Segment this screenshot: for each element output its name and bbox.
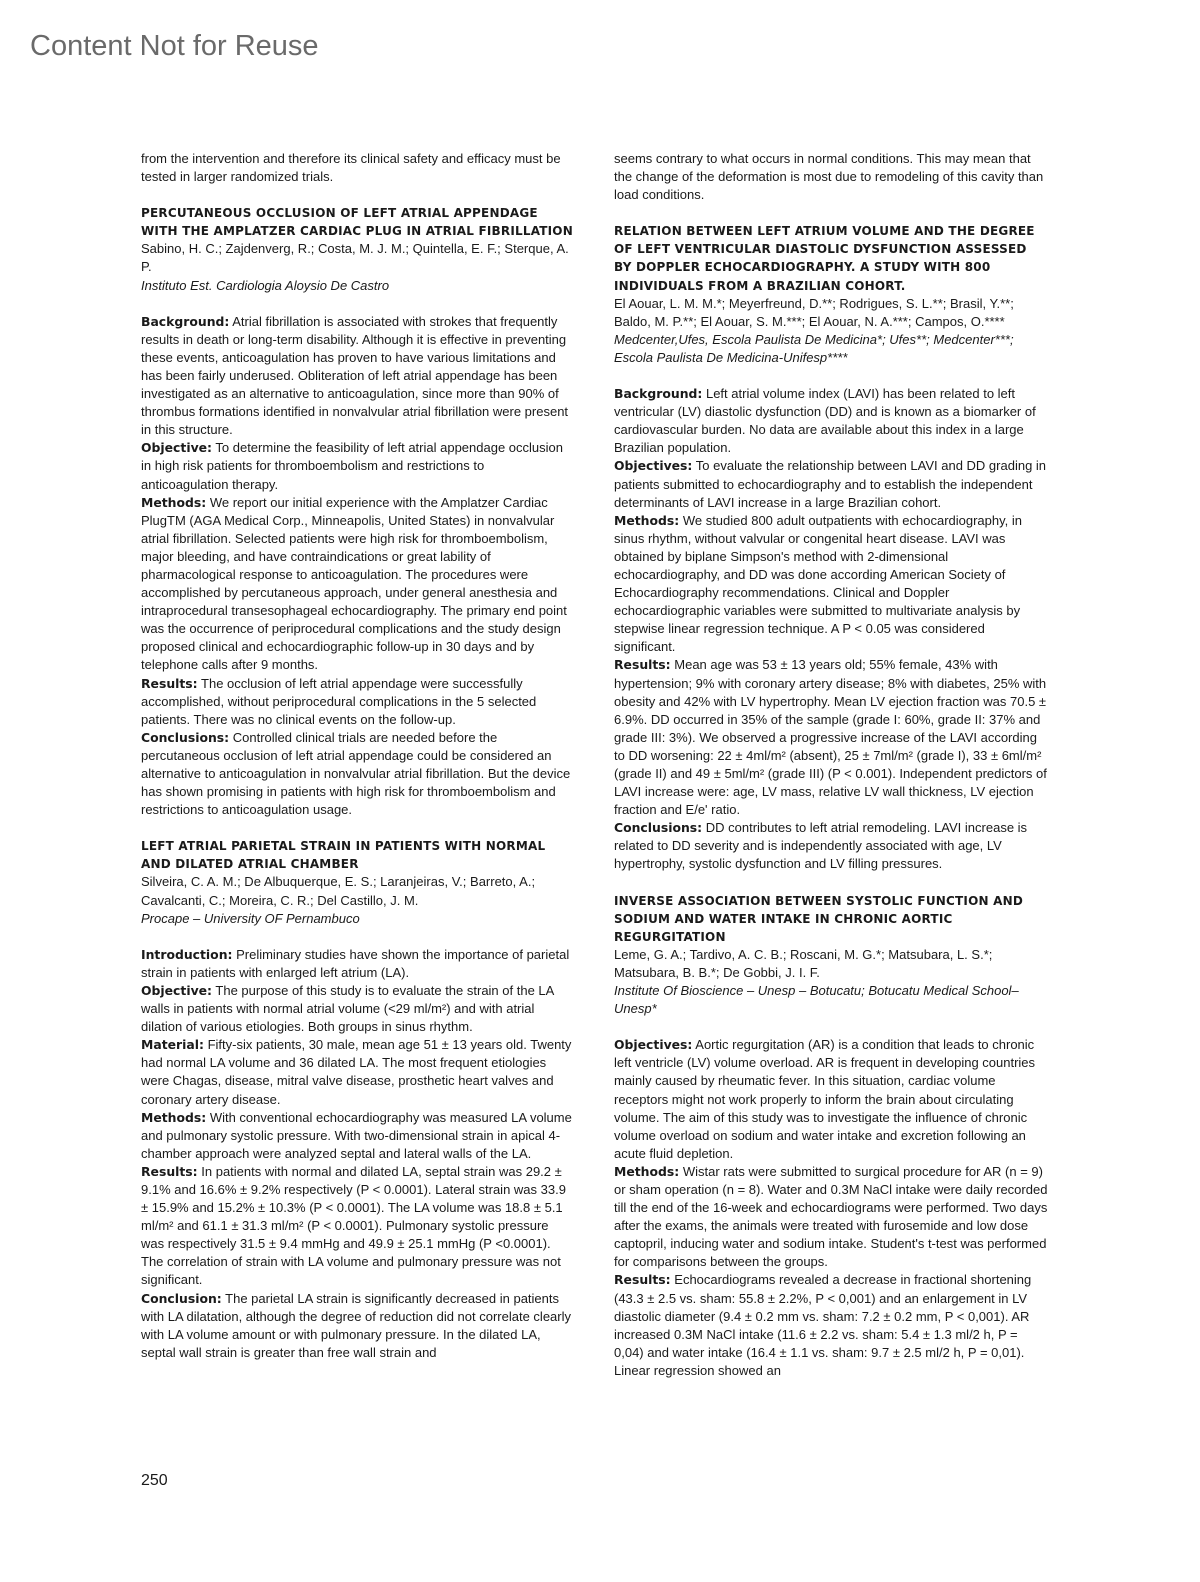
section-methods	[614, 1163, 1048, 1272]
section-text: Left atrial volume index (LAVI) has been related to left ventricular (LV) diastolic dysfunction (DD) and is known as a biomarker of cardiovascular burden. No data are available about this index in a large Brazilian population.	[614, 386, 1036, 456]
abstract-left-atrium-volume	[614, 222, 1048, 873]
abstract-authors: Sabino, H. C.; Zajdenverg, R.; Costa, M. J. M.; Quintella, E. F.; Sterque, A. P.	[141, 241, 569, 275]
abstract-authors: Leme, G. A.; Tardivo, A. C. B.; Roscani, M. G.*; Matsubara, L. S.*; Matsubara, B. B.*; De Gobbi, J. I. F.	[614, 946, 993, 980]
right-column	[614, 150, 1048, 1380]
section-objective	[141, 982, 575, 1036]
section-methods	[141, 1109, 575, 1163]
section-label: Objective:	[141, 440, 213, 456]
section-background	[141, 313, 575, 440]
section-text: In patients with normal and dilated LA, septal strain was 29.2 ± 9.1% and 16.6% ± 9.2% respectively (P < 0.0001). Lateral strain was 33.9 ± 15.9% and 15.2% ± 10.3% (P < 0.0001). The LA volume was 18.8 ± 5.1 ml/m² and 61.1 ± 31.3 ml/m² (P < 0.0001). Pulmonary systolic pressure was respectively 31.5 ± 9.4 mmHg and 49.9 ± 25.1 mmHg (P <0.0001). The correlation of strain with LA volume and pulmonary pressure was not significant.	[141, 1163, 566, 1288]
section-text: Echocardiograms revealed a decrease in fractional shortening (43.3 ± 2.5 vs. sham: 55.8 ± 2.2%, P < 0,001) and an enlargement in LV diastolic diameter (9.4 ± 0.2 mm vs. sham: 7.2 ± 0.2 mm, P < 0,001). AR increased 0.3M NaCl intake (11.6 ± 2.2 vs. sham: 5.4 ± 1.3 ml/2 h, P = 0,04) and water intake (16.4 ± 1.1 vs. sham: 9.7 ± 2.5 ml/2 h, P = 0,01). Linear regression showed an	[614, 1272, 1032, 1378]
section-text: Controlled clinical trials are needed before the percutaneous occlusion of left atrial appendage could be considered an alternative to anticoagulation in nonvalvular atrial fibrillation. But the device has shown promising in patients with high risk for thromboembolism and restrictions to anticoagulation usage.	[141, 729, 571, 818]
section-background	[614, 385, 1048, 457]
section-objectives	[614, 1036, 1048, 1163]
section-label: Conclusions:	[614, 820, 703, 836]
section-text: Atrial fibrillation is associated with strokes that frequently results in death or long-term disability. Although it is effective in preventing these events, anticoagulation has proven to have various limitations and has been fairly underused. Obliteration of left atrial appendage has been investigated as an alternative to anticoagulation, since more than 90% of thrombus formations identified in nonvalvular atrial fibrillation were present in this structure.	[141, 313, 569, 438]
abstract-authors: Silveira, C. A. M.; De Albuquerque, E. S.; Laranjeiras, V.; Barreto, A.; Cavalcanti, C.; Moreira, C. R.; Del Castillo, J. M.	[141, 874, 536, 908]
left-column	[141, 150, 575, 1362]
watermark: Content Not for Reuse	[30, 30, 319, 62]
section-label: Results:	[614, 1272, 671, 1288]
section-label: Objectives:	[614, 458, 693, 474]
section-text: We report our initial experience with the Amplatzer Cardiac PlugTM (AGA Medical Corp., Minneapolis, United States) in nonvalvular atrial fibrillation. Selected patients were high risk for thromboembolism, major bleeding, and have contraindications or great lability of pharmacological response to anticoagulation. The procedures were accomplished by percutaneous approach, under general anesthesia and intraprocedural transesophageal echocardiography. The primary end point was the occurrence of periprocedural complications and the study design proposed clinical and echocardiographic follow-up in 30 days and by telephone calls after 9 months.	[141, 494, 567, 673]
section-text: Fifty-six patients, 30 male, mean age 51 ± 13 years old. Twenty had normal LA volume and 36 dilated LA. The most frequent etiologies were Chagas, disease, mitral valve disease, prosthetic heart valves and coronary artery disease.	[141, 1037, 572, 1107]
section-material	[141, 1036, 575, 1108]
section-label: Objective:	[141, 982, 213, 998]
abstract-title: LEFT ATRIAL PARIETAL STRAIN IN PATIENTS WITH NORMAL AND DILATED ATRIAL CHAMBER	[141, 839, 546, 872]
abstract-title: RELATION BETWEEN LEFT ATRIUM VOLUME AND THE DEGREE OF LEFT VENTRICULAR DIASTOLIC DYSFUNCTION ASSESSED BY DOPPLER ECHOCARDIOGRAPHY. A STUDY WITH 800 INDIVIDUALS FROM A BRAZILIAN COHORT.	[614, 224, 1035, 293]
section-label: Background:	[141, 313, 230, 329]
section-label: Conclusions:	[141, 729, 230, 745]
section-label: Methods:	[141, 494, 207, 510]
abstract-parietal-strain	[141, 837, 575, 1362]
section-text: The purpose of this study is to evaluate the strain of the LA walls in patients with normal atrial volume (<29 ml/m²) and with atrial dilation of various etiologies. Both groups in sinus rhythm.	[141, 982, 554, 1035]
page-number: 250	[141, 1472, 168, 1489]
section-text: Preliminary studies have shown the importance of parietal strain in patients with enlarged left atrium (LA).	[141, 946, 570, 980]
abstract-aortic-regurgitation	[614, 892, 1048, 1380]
abstract-appendage-occlusion	[141, 204, 575, 819]
continuation-text: from the intervention and therefore its clinical safety and efficacy must be tested in larger randomized trials.	[141, 151, 561, 185]
abstract-institution: Medcenter,Ufes, Escola Paulista De Medicina*; Ufes**; Medcenter***; Escola Paulista De Medicina-Unifesp****	[614, 331, 1014, 365]
section-label: Results:	[141, 675, 198, 691]
section-introduction	[141, 946, 575, 982]
continuation-text: seems contrary to what occurs in normal conditions. This may mean that the change of the deformation is most due to remodeling of this cavity than load conditions.	[614, 151, 1044, 203]
section-text: To determine the feasibility of left atrial appendage occlusion in high risk patients for thromboembolism and restrictions to anticoagulation therapy.	[141, 440, 563, 492]
section-objectives	[614, 457, 1048, 511]
section-text: Mean age was 53 ± 13 years old; 55% female, 43% with hypertension; 9% with coronary artery disease; 8% with diabetes, 25% with obesity and 42% with LV hypertrophy. Mean LV ejection fraction was 70.5 ± 6.9%. DD occurred in 35% of the sample (grade I: 60%, grade II: 37% and grade III: 3%). We observed a progressive increase of the LAVI according to DD worsening: 22 ± 4ml/m² (absent), 25 ± 7ml/m² (grade I), 33 ± 6ml/m² (grade II) and 49 ± 5ml/m² (grade III) (P < 0.001). Independent predictors of LAVI increase were: age, LV mass, relative LV wall thickness, LV ejection fraction and E/e' ratio.	[614, 657, 1047, 818]
section-text: The parietal LA strain is significantly decreased in patients with LA dilatation, although the degree of reduction did not correlate clearly with LA volume amount or with pulmonary pressure. In the dilated LA, septal wall strain is greater than free wall strain and	[141, 1290, 571, 1360]
section-methods	[141, 494, 575, 675]
section-text: DD contributes to left atrial remodeling. LAVI increase is related to DD severity and is independently associated with age, LV hypertrophy, systolic dysfunction and LV filling pressures.	[614, 820, 1028, 872]
section-methods	[614, 512, 1048, 657]
abstract-title: PERCUTANEOUS OCCLUSION OF LEFT ATRIAL APPENDAGE WITH THE AMPLATZER CARDIAC PLUG IN ATRIAL FIBRILLATION	[141, 206, 573, 239]
abstract-institution: Institute Of Bioscience – Unesp – Botucatu; Botucatu Medical School–Unesp*	[614, 983, 1019, 1017]
abstract-authors: El Aouar, L. M. M.*; Meyerfreund, D.**; Rodrigues, S. L.**; Brasil, Y.**; Baldo, M. P.**; El Aouar, S. M.***; El Aouar, N. A.***; Campos, O.****	[614, 295, 1014, 329]
section-label: Methods:	[614, 1163, 680, 1179]
abstract-title: INVERSE ASSOCIATION BETWEEN SYSTOLIC FUNCTION AND SODIUM AND WATER INTAKE IN CHRONIC AORTIC REGURGITATION	[614, 893, 1023, 944]
section-results	[141, 675, 575, 729]
abstract-institution: Procape – University OF Pernambuco	[141, 910, 360, 926]
section-results	[614, 1271, 1048, 1380]
section-conclusions	[141, 729, 575, 819]
section-label: Methods:	[614, 512, 680, 528]
section-label: Introduction:	[141, 946, 233, 962]
section-label: Background:	[614, 386, 703, 402]
section-text: With conventional echocardiography was measured LA volume and pulmonary systolic pressure. With two-dimensional strain in apical 4-chamber approach were analyzed septal and lateral walls of the LA.	[141, 1109, 572, 1161]
abstract-institution: Instituto Est. Cardiologia Aloysio De Castro	[141, 277, 390, 293]
section-text: To evaluate the relationship between LAVI and DD grading in patients submitted to echocardiography and to establish the independent determinants of LAVI increase in a large Brazilian cohort.	[614, 458, 1047, 510]
section-text: Aortic regurgitation (AR) is a condition that leads to chronic left ventricle (LV) volume overload. AR is frequent in developing countries mainly caused by rheumatic fever. In this situation, cardiac volume receptors might not work properly to inform the brain about circulating volume. The aim of this study was to investigate the influence of chronic volume overload on sodium and water intake and excretion following an acute fluid depletion.	[614, 1037, 1036, 1161]
section-label: Results:	[614, 657, 671, 673]
section-label: Material:	[141, 1037, 204, 1053]
section-results	[614, 656, 1048, 819]
section-objective	[141, 439, 575, 493]
section-text: We studied 800 adult outpatients with echocardiography, in sinus rhythm, without valvular or congenital heart disease. LAVI was obtained by biplane Simpson's method with 2-dimensional echocardiography, and DD was done according American Society of Echocardiography recommendations. Clinical and Doppler echocardiographic variables were submitted to multivariate analysis by stepwise linear regression technique. A P < 0.05 was considered significant.	[614, 512, 1022, 655]
section-label: Results:	[141, 1163, 198, 1179]
section-text: Wistar rats were submitted to surgical procedure for AR (n = 9) or sham operation (n = 8). Water and 0.3M NaCl intake were daily recorded till the end of the 16-week and echocardiograms were performed. Two days after the exams, the animals were treated with furosemide and low dose captopril, inducing water and sodium intake. Student's t-test was performed for comparisons between the groups.	[614, 1163, 1048, 1270]
section-conclusions	[614, 819, 1048, 873]
section-results	[141, 1163, 575, 1290]
section-label: Conclusion:	[141, 1290, 222, 1306]
section-label: Objectives:	[614, 1037, 693, 1053]
section-label: Methods:	[141, 1109, 207, 1125]
section-text: The occlusion of left atrial appendage were successfully accomplished, without periprocedural complications in the 5 selected patients. There was no clinical events on the follow-up.	[141, 675, 537, 727]
section-conclusion	[141, 1290, 575, 1362]
